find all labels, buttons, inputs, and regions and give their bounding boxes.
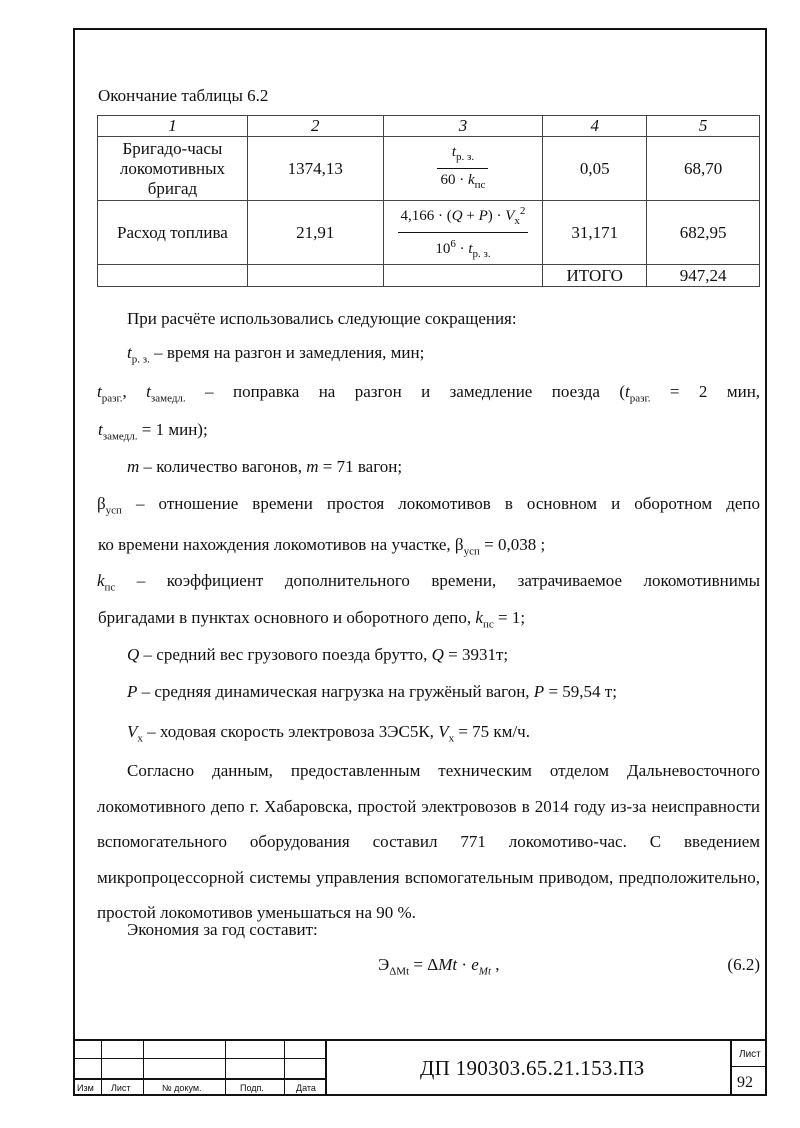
math-sub: усп <box>105 504 122 517</box>
definition-text: – отношение времени простоя локомотивов в основном и оборотном депо <box>136 494 761 513</box>
body-paragraph: Согласно данным, предоставленным техническим отделом Дальневосточного локомотивного депо г. Хабаровска, простой электровозов в 2014 году из-за неисправности вспомогательного оборудования составил 771 локомотиво-час. С введением микропроцессорной системы управления вспомогательным приводом, предположительно, простой локомотивов уменьшаться на 90 %. <box>97 761 760 922</box>
definition-text: – время на разгон и замедления, мин; <box>154 343 425 362</box>
unit-text: мин); <box>168 420 208 439</box>
math-sup: 6 <box>450 238 456 250</box>
definition-k: $k_{пс}$ – коэффициент дополнительного времени, затрачиваемое локомотивнимы <box>97 571 760 594</box>
table-cell: 0,05 <box>543 137 647 201</box>
tb-col-label: Изм <box>77 1083 94 1093</box>
header-cell: 2 <box>247 116 383 137</box>
definition-m: m – количество вагонов, m = 71 вагон; <box>127 457 403 476</box>
math-sub: пс <box>482 618 494 631</box>
definition-text: ко времени нахождения локомотивов на участке, <box>98 535 451 554</box>
definition-tpz: $t_{р. з.}$ – время на разгон и замедления, мин; <box>127 343 425 366</box>
fraction: $\frac{4,166 \cdot (Q + P) \cdot V_x^2}{10^6 \cdot t_{р. з.}}$ <box>398 201 529 264</box>
definition-text: – ходовая скорость электровоза 3ЭС5К, <box>147 722 434 741</box>
table-cell <box>98 265 248 287</box>
header-cell: 4 <box>543 116 647 137</box>
definition-v: $V_x$ – ходовая скорость электровоза 3ЭС5К, $V_x = 75$ км/ч. <box>127 722 530 745</box>
math-num: 71 <box>336 457 354 476</box>
math-sub: пс <box>104 581 116 594</box>
math-sub: ΔMt <box>389 965 410 978</box>
definition-beta: $\beta_{усп}$ – отношение времени простоя локомотивов в основном и оборотном депо <box>97 494 761 517</box>
formula-6-2: $Э_{\Delta Mt} = \Delta Mt \cdot e_{Mt}$ , <box>378 955 500 978</box>
math-num: 60 <box>440 172 456 188</box>
table-cell <box>247 265 383 287</box>
math-num: 2 <box>698 382 708 401</box>
tb-col-label: Дата <box>296 1083 316 1093</box>
math-num: 59,54 <box>562 682 601 701</box>
math-sub: разг. <box>629 392 651 405</box>
cost-table <box>97 115 760 287</box>
math-num: 4,166 <box>400 208 435 224</box>
table-caption: Окончание таблицы 6.2 <box>98 86 269 105</box>
row-name-line: бригад <box>147 178 198 198</box>
document-code: ДП 190303.65.21.153.ПЗ <box>420 1056 645 1080</box>
definition-text: – средняя динамическая нагрузка на гружёный вагон, <box>141 682 530 701</box>
math-sub: р. з. <box>455 151 475 163</box>
math-num: 1 <box>155 420 165 439</box>
economy-line: Экономия за год составит: <box>127 920 318 939</box>
math-sub: замедл. <box>102 430 138 443</box>
equation-number: (6.2) <box>727 955 760 974</box>
math-sub: x <box>137 732 143 745</box>
math-num: 1 <box>511 608 521 627</box>
unit-text: т; <box>604 682 617 701</box>
definition-beta-cont: ко времени нахождения локомотивов на участке, $\beta_{усп} = 0,038$ ; <box>98 535 546 558</box>
header-cell: 1 <box>98 116 248 137</box>
fraction: $\frac{t_{р. з.}}{60 \cdot k_{пс}}$ <box>437 142 488 195</box>
math-sub: усп <box>463 545 480 558</box>
sheet-label: Лист <box>739 1049 761 1060</box>
definition-q: Q – средний вес грузового поезда брутто, Q = 3931т; <box>127 645 509 664</box>
math-sub: x <box>514 215 520 227</box>
math-num: 3931 <box>461 645 496 664</box>
definition-text: – средний вес грузового поезда брутто, <box>143 645 428 664</box>
math-num: 0,038 <box>497 535 537 554</box>
definition-text: – коэффициент дополнительного времени, затрачиваемое локомотивнимы <box>136 571 760 590</box>
math-sub: x <box>448 732 455 745</box>
table-cell: 1374,13 <box>247 137 383 201</box>
tb-col-label: Подп. <box>240 1083 264 1093</box>
math-sup: 2 <box>519 205 526 217</box>
total-label: ИТОГО <box>543 265 647 287</box>
definition-tcorr: $t_{разг.}$, $t_{замедл.}$ – поправка на разгон и замедление поезда ($t_{разг.} = 2$ мин, <box>97 382 761 405</box>
table-header-row <box>98 116 760 137</box>
header-cell: 3 <box>383 116 543 137</box>
math-sub: р. з. <box>131 353 150 366</box>
formula-cell <box>383 201 543 265</box>
math-num: 75 <box>472 722 490 741</box>
table-cell: 682,95 <box>647 201 760 265</box>
table-row <box>98 201 760 265</box>
definition-p: P – средняя динамическая нагрузка на гружёный вагон, P = 59,54 т; <box>127 682 617 701</box>
row-name: Расход топлива <box>98 201 248 265</box>
table-total-row <box>98 265 760 287</box>
table-cell: 68,70 <box>647 137 760 201</box>
table-cell: 31,171 <box>543 201 647 265</box>
row-name <box>98 137 248 201</box>
intro-line: При расчёте использовались следующие сокращения: <box>127 309 517 328</box>
definition-text: – количество вагонов, <box>143 457 302 476</box>
formula-cell <box>383 137 543 201</box>
math-sub: пс <box>474 179 486 191</box>
table-cell: 21,91 <box>247 201 383 265</box>
row-name-line: Бригадо-часы <box>122 138 223 158</box>
table-cell <box>383 265 543 287</box>
math-sub: замедл. <box>150 392 186 405</box>
header-cell: 5 <box>647 116 760 137</box>
math-sub: р. з. <box>472 248 491 260</box>
unit-text: вагон; <box>357 457 403 476</box>
math-sub: разг. <box>101 392 123 405</box>
total-value: 947,24 <box>647 265 760 287</box>
tb-col-label: Лист <box>111 1083 131 1093</box>
tb-col-label: № докум. <box>162 1083 202 1093</box>
table-row <box>98 137 760 201</box>
unit-text: т; <box>495 645 509 664</box>
unit-text: км/ч. <box>493 722 530 741</box>
sheet-number: 92 <box>737 1074 753 1091</box>
definition-text: – поправка на разгон и замедление поезда <box>205 382 600 401</box>
unit-text: мин <box>726 382 756 401</box>
definition-text: бригадами в пунктах основного и оборотного депо, <box>98 608 472 627</box>
definition-tcorr-cont: $t_{замедл.} = 1$ мин); <box>98 420 208 443</box>
row-name-line: локомотивных <box>119 158 226 178</box>
definition-k-cont: бригадами в пунктах основного и оборотного депо, $k_{пс} = 1$; <box>98 608 526 631</box>
